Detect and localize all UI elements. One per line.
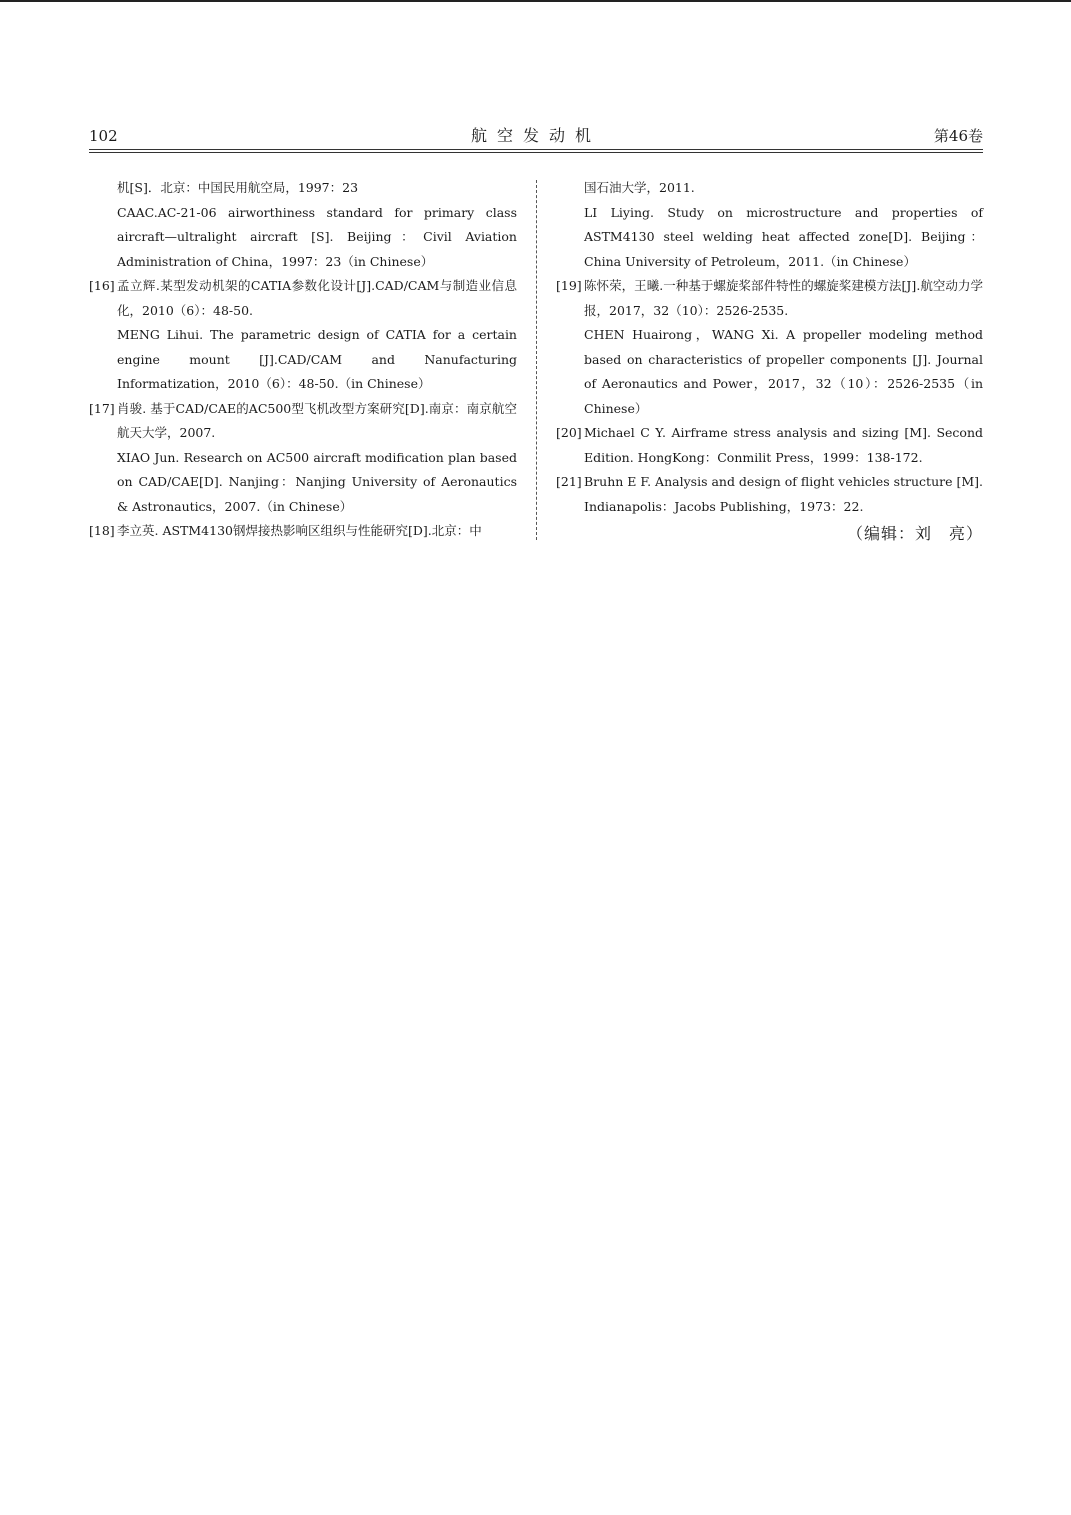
- reference-18: [89, 519, 517, 544]
- reference-17: [89, 397, 517, 520]
- column-divider: [536, 180, 537, 540]
- reference-number: [19]: [556, 278, 582, 293]
- page-number: 102: [89, 127, 118, 145]
- reference-20: [556, 421, 983, 470]
- reference-zh: 国石油大学，2011.: [584, 180, 695, 195]
- reference-zh: 机[S]．北京：中国民用航空局，1997：23: [117, 180, 359, 195]
- reference-en: CHEN Huairong，WANG Xi. A propeller modeling method based on characteristics of propeller components [J]. Journal of Aeronautics and Power，2017，32（10）：2526-2535（in Chinese）: [584, 327, 983, 416]
- journal-title: 航空发动机: [470, 126, 601, 145]
- editor-credit: （编辑：刘 亮）: [846, 524, 983, 543]
- reference-en: MENG Lihui. The parametric design of CATIA for a certain engine mount [J].CAD/CAM and Nanufacturing Informatization，2010（6）：48-50.（in Chinese）: [117, 327, 517, 391]
- reference-zh: 陈怀荣，王曦.一种基于螺旋桨部件特性的螺旋桨建模方法[J].航空动力学报，2017，32（10）：2526-2535.: [584, 278, 983, 318]
- reference-number: [20]: [556, 425, 582, 440]
- reference-continuation: [89, 176, 517, 274]
- reference-zh: 李立英. ASTM4130钢焊接热影响区组织与性能研究[D].北京：中: [117, 523, 482, 538]
- reference-en: XIAO Jun. Research on AC500 aircraft modification plan based on CAD/CAE[D]. Nanjing：Nanjing University of Aeronautics & Astronautics，2007.（in Chinese）: [117, 449, 517, 514]
- reference-text: Michael C Y. Airframe stress analysis and sizing [M]. Second Edition. HongKong：Conmilit Press，1999：138-172.: [584, 425, 983, 465]
- volume-label: 第46卷: [933, 127, 983, 145]
- left-column: [89, 176, 517, 544]
- reference-en: LI Liying. Study on microstructure and properties of ASTM4130 steel welding heat affected zone[D]. Beijing：China University of Petroleum，2011.（in Chinese）: [584, 204, 983, 269]
- reference-number: [21]: [556, 474, 582, 489]
- reference-21: [556, 470, 983, 519]
- reference-text: Bruhn E F. Analysis and design of flight vehicles structure [M]. Indianapolis：Jacobs Publishing，1973：22.: [584, 474, 983, 514]
- reference-19: [556, 274, 983, 421]
- reference-zh: 孟立辉.某型发动机架的CATIA参数化设计[J].CAD/CAM与制造业信息化，2010（6）：48-50.: [117, 278, 517, 318]
- reference-number: [18]: [89, 523, 115, 538]
- header-rule: [89, 149, 983, 153]
- reference-number: [17]: [89, 400, 115, 416]
- reference-zh: 肖骏. 基于CAD/CAE的AC500型飞机改型方案研究[D].南京：南京航空航天大学，2007.: [117, 400, 517, 440]
- running-header: [89, 124, 983, 148]
- reference-16: [89, 274, 517, 397]
- reference-continuation: [556, 176, 983, 274]
- reference-en: CAAC.AC-21-06 airworthiness standard for primary class aircraft—ultralight aircraft [S]. Beijing：Civil Aviation Administration of China，1997：23（in Chinese）: [117, 204, 517, 269]
- reference-number: [16]: [89, 278, 115, 293]
- right-column: [556, 176, 983, 548]
- top-border: [0, 0, 1071, 2]
